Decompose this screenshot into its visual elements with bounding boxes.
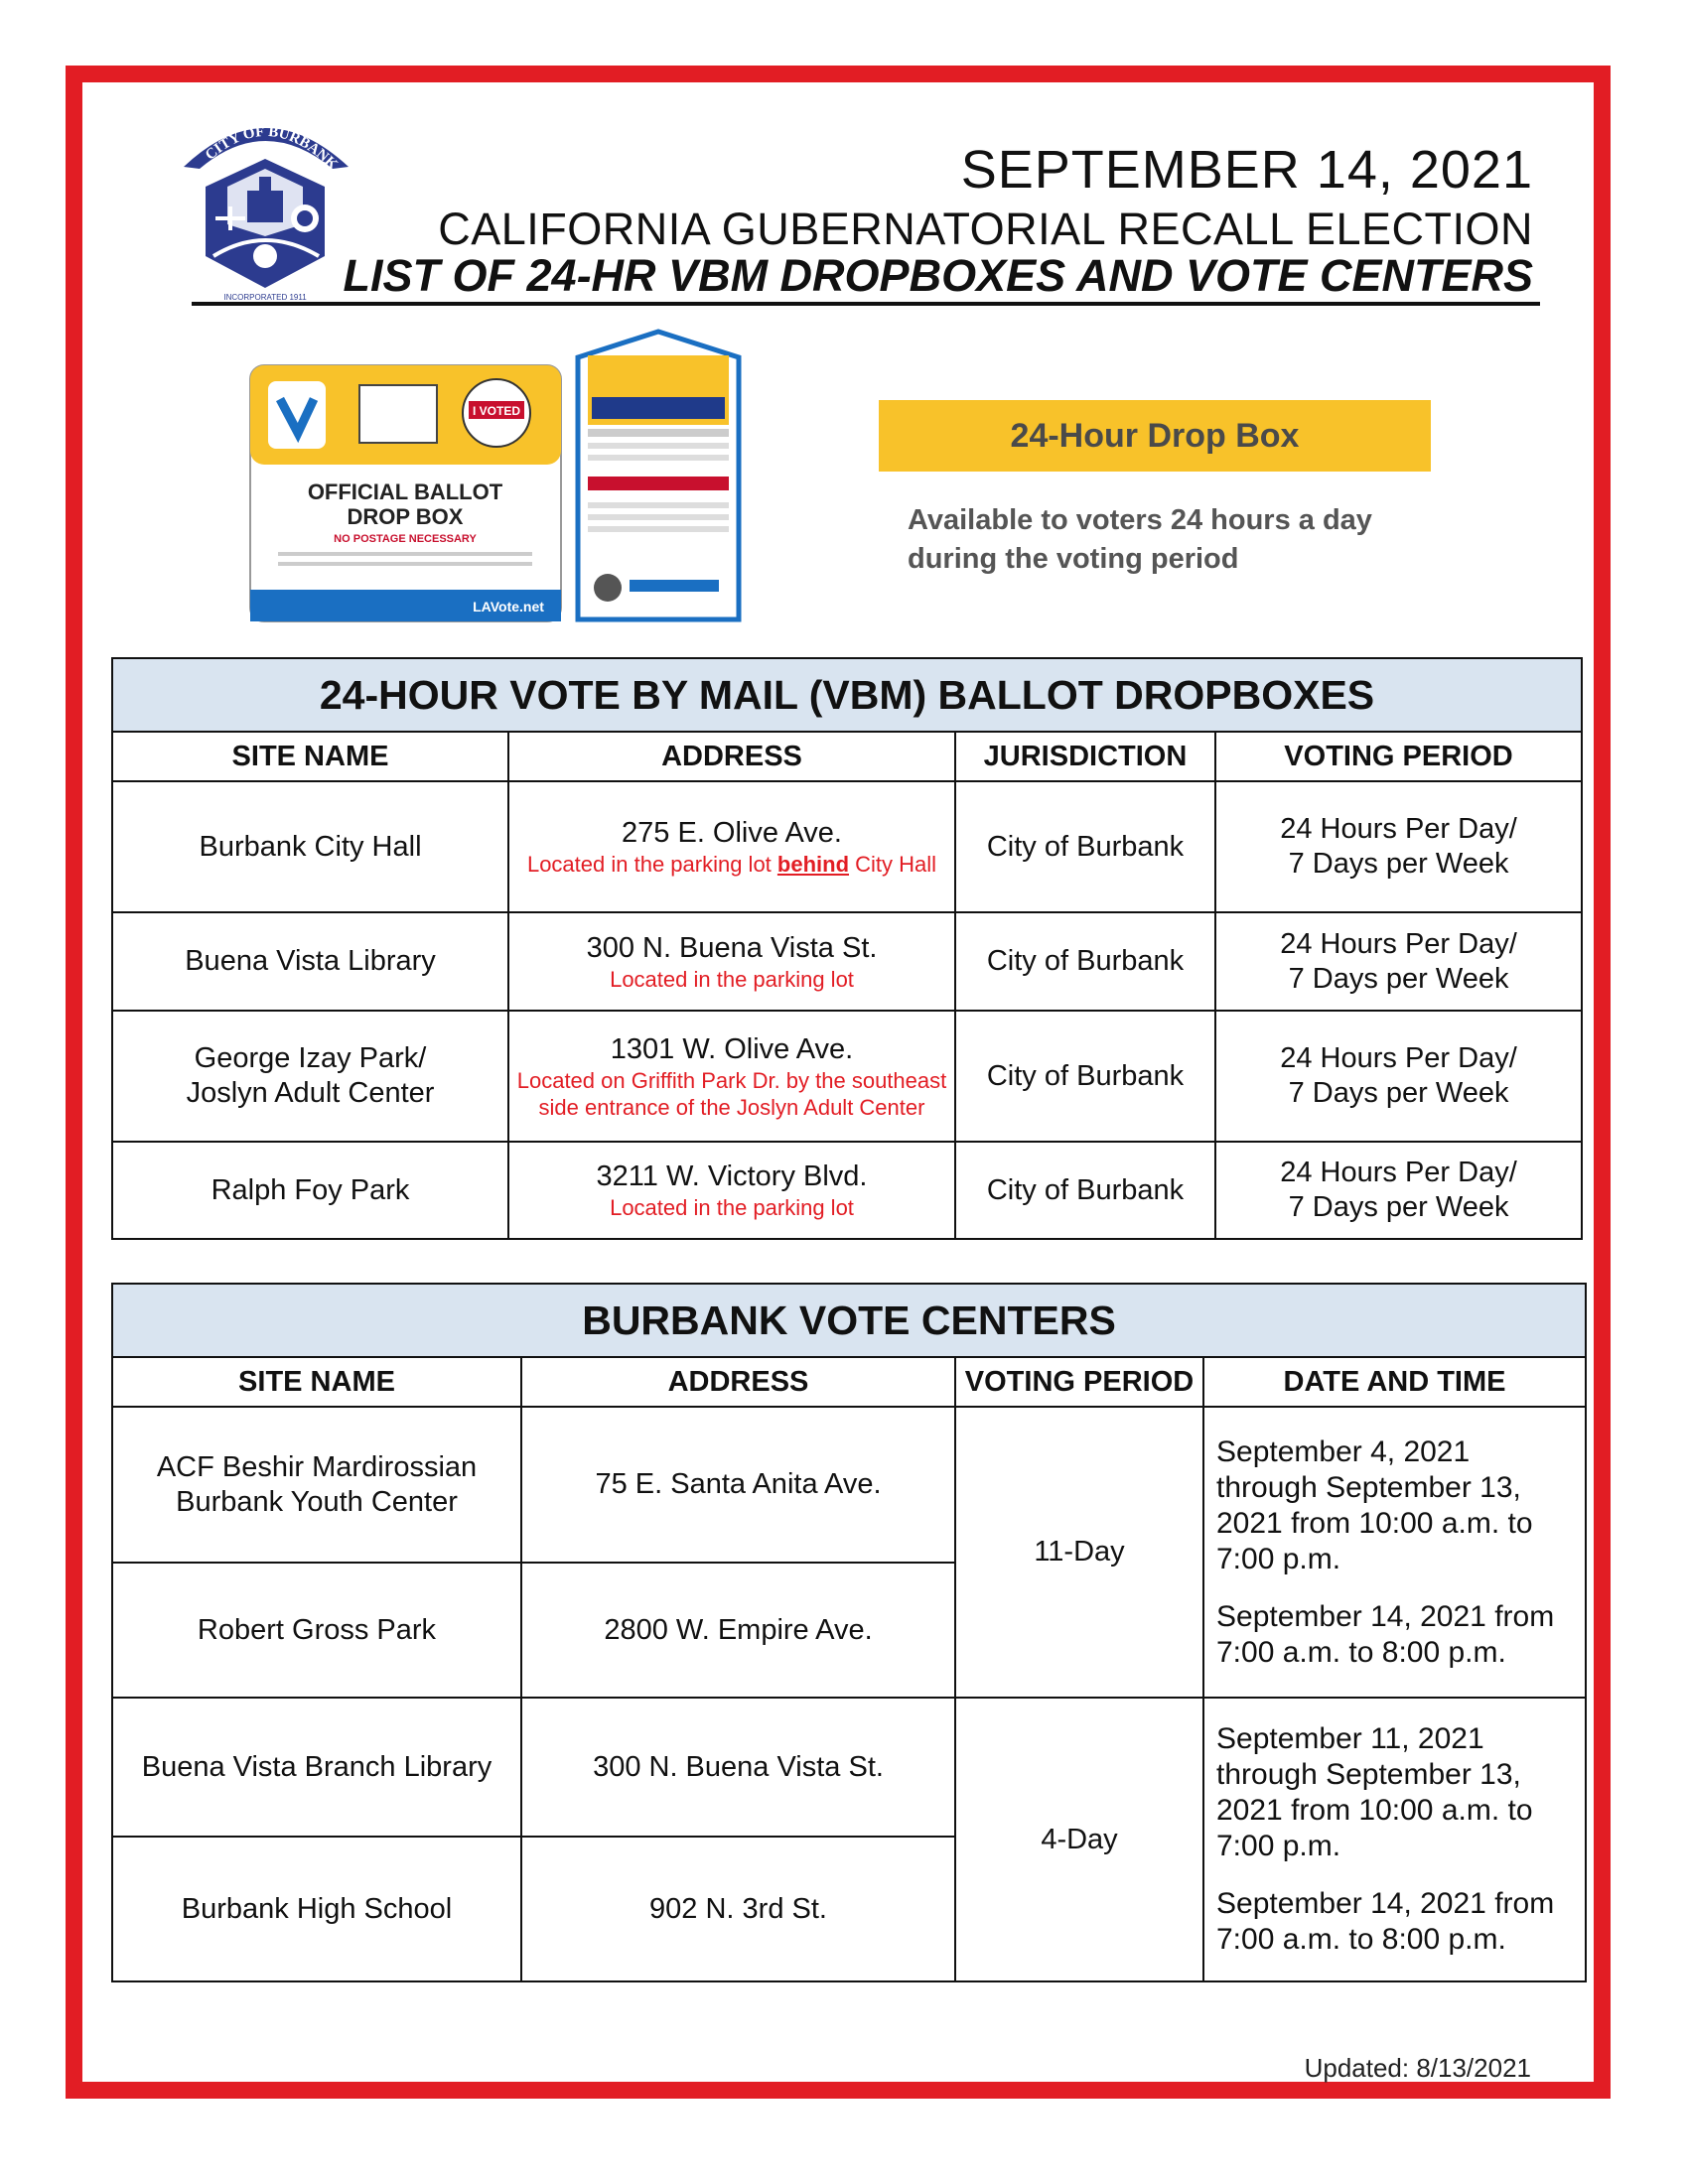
date-and-time: September 4, 2021 through September 13, 2021 from 10:00 a.m. to 7:00 p.m. September 14, 2021 from 7:00 a.m. to 8:00 p.m. [1203, 1407, 1586, 1698]
site-name: Ralph Foy Park [112, 1142, 508, 1239]
column-header: JURISDICTION [955, 732, 1215, 781]
site-name: Robert Gross Park [112, 1563, 521, 1698]
voting-period: 24 Hours Per Day/ 7 Days per Week [1215, 1011, 1582, 1142]
table-row [112, 1698, 1586, 1837]
dropbox-table [111, 657, 1583, 1240]
site-name: George Izay Park/ Joslyn Adult Center [112, 1011, 508, 1142]
column-header: ADDRESS [508, 732, 955, 781]
table-row [112, 781, 1582, 912]
address-cell [508, 1011, 955, 1142]
table-row [112, 1142, 1582, 1239]
address: 2800 W. Empire Ave. [521, 1563, 955, 1698]
location-note: Located in the parking lot [610, 1195, 854, 1220]
address: 3211 W. Victory Blvd. [596, 1160, 868, 1192]
column-header: ADDRESS [521, 1357, 955, 1407]
ballot-drop-box-illustration [248, 363, 563, 623]
address-cell [508, 912, 955, 1011]
vote-centers-caption: BURBANK VOTE CENTERS [112, 1284, 1586, 1357]
drop-box-banner: 24-Hour Drop Box [879, 400, 1431, 472]
site-name: Buena Vista Library [112, 912, 508, 1011]
location-note: Located in the parking lot [610, 966, 854, 992]
header-divider [192, 302, 1540, 306]
column-header: VOTING PERIOD [955, 1357, 1203, 1407]
location-note: Located in the parking lot behind City Hall [526, 852, 937, 877]
column-header: DATE AND TIME [1203, 1357, 1586, 1407]
table-row [112, 1011, 1582, 1142]
column-header: SITE NAME [112, 1357, 521, 1407]
address: 1301 W. Olive Ave. [610, 1032, 854, 1065]
availability-line1: Available to voters 24 hours a day [908, 504, 1372, 536]
address: 275 E. Olive Ave. [622, 817, 842, 849]
vote-centers-table [111, 1283, 1587, 1982]
site-name: Burbank High School [112, 1837, 521, 1981]
table-row [112, 912, 1582, 1011]
box-label-line2: DROP BOX [347, 504, 464, 529]
voting-period: 24 Hours Per Day/ 7 Days per Week [1215, 781, 1582, 912]
voting-period: 11-Day [955, 1407, 1203, 1698]
election-subtitle: CALIFORNIA GUBERNATORIAL RECALL ELECTION [438, 204, 1533, 254]
address: 300 N. Buena Vista St. [586, 931, 878, 964]
jurisdiction: City of Burbank [955, 1142, 1215, 1239]
jurisdiction: City of Burbank [955, 1011, 1215, 1142]
voting-period: 24 Hours Per Day/ 7 Days per Week [1215, 912, 1582, 1011]
table-row [112, 1407, 1586, 1563]
city-of-burbank-seal-logo [174, 107, 357, 304]
box-postage-text: NO POSTAGE NECESSARY [334, 533, 477, 545]
ballot-drop-box-side-illustration [574, 328, 743, 623]
box-url-text: LAVote.net [473, 599, 544, 614]
address: 902 N. 3rd St. [521, 1837, 955, 1981]
address: 75 E. Santa Anita Ave. [521, 1407, 955, 1563]
column-header: SITE NAME [112, 732, 508, 781]
drop-box-availability-note [908, 501, 1372, 579]
jurisdiction: City of Burbank [955, 781, 1215, 912]
date-and-time: September 11, 2021 through September 13, 2021 from 10:00 a.m. to 7:00 p.m. September 14, 2021 from 7:00 a.m. to 8:00 p.m. [1203, 1698, 1586, 1981]
site-name: ACF Beshir Mardirossian Burbank Youth Center [112, 1407, 521, 1563]
address-cell [508, 1142, 955, 1239]
seal-text: CITY OF BURBANK [203, 123, 341, 174]
column-header: VOTING PERIOD [1215, 732, 1582, 781]
address-cell [508, 781, 955, 912]
page-title: LIST OF 24-HR VBM DROPBOXES AND VOTE CENTERS [343, 250, 1533, 301]
voting-period: 4-Day [955, 1698, 1203, 1981]
i-voted-sticker-text: I VOTED [472, 404, 521, 418]
box-label-line1: OFFICIAL BALLOT [307, 479, 503, 504]
seal-subtext: INCORPORATED 1911 [223, 293, 307, 302]
site-name: Burbank City Hall [112, 781, 508, 912]
jurisdiction: City of Burbank [955, 912, 1215, 1011]
location-note: Located on Griffith Park Dr. by the southeast side entrance of the Joslyn Adult Center [516, 1067, 947, 1120]
dropbox-table-caption: 24-HOUR VOTE BY MAIL (VBM) BALLOT DROPBOXES [112, 658, 1582, 732]
updated-date: Updated: 8/13/2021 [1304, 2053, 1531, 2083]
availability-line2: during the voting period [908, 543, 1239, 575]
election-date: SEPTEMBER 14, 2021 [960, 140, 1533, 200]
voting-period: 24 Hours Per Day/ 7 Days per Week [1215, 1142, 1582, 1239]
site-name: Buena Vista Branch Library [112, 1698, 521, 1837]
address: 300 N. Buena Vista St. [521, 1698, 955, 1837]
